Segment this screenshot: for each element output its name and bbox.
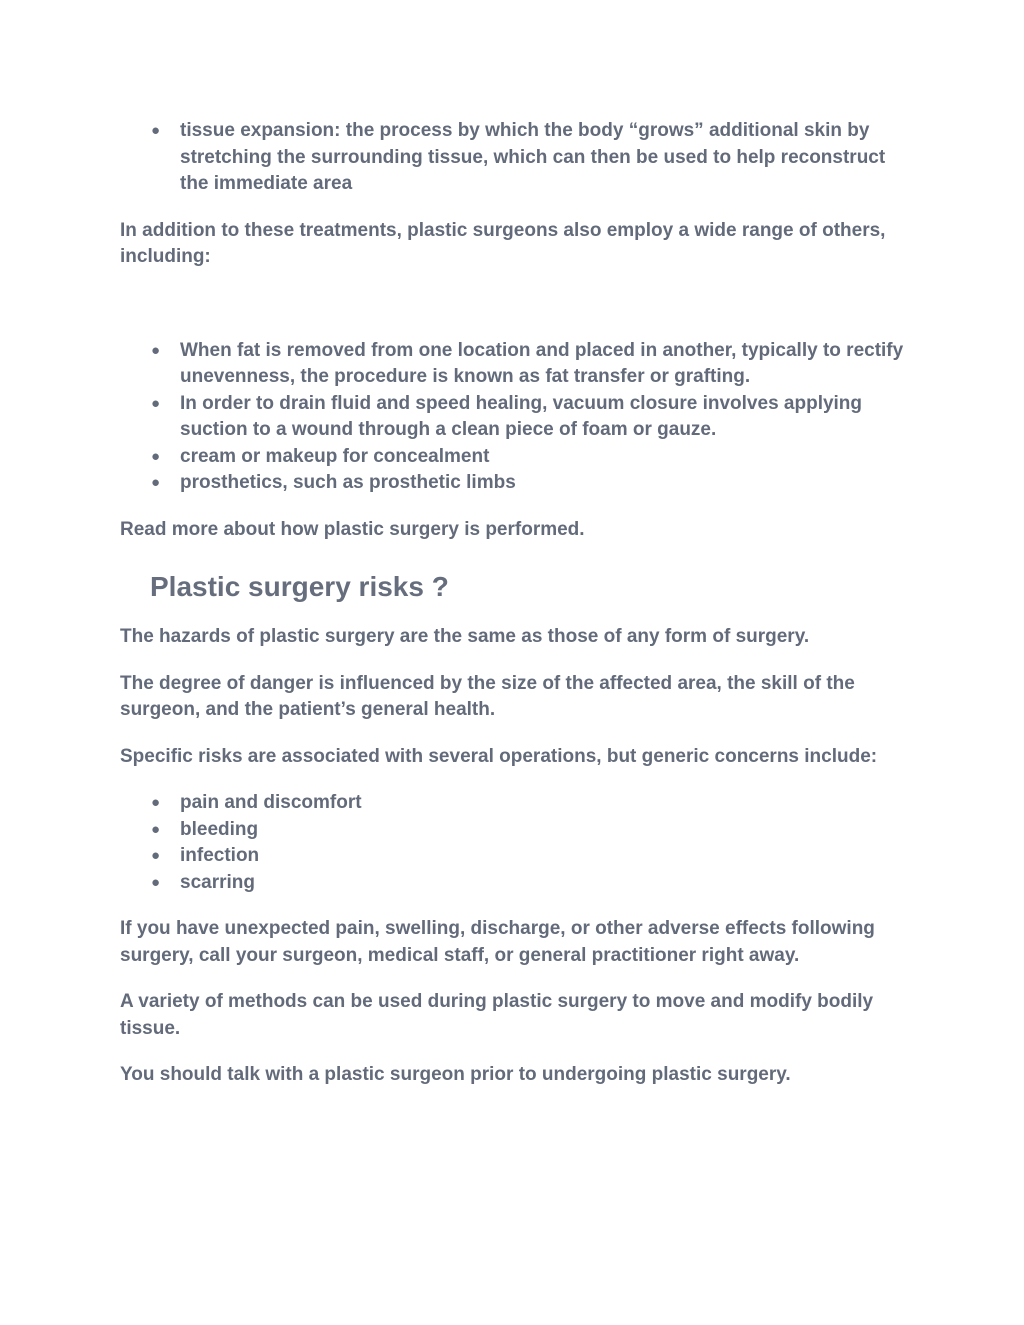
list-item [120,391,910,444]
list-item [120,338,910,391]
list-item [120,444,910,471]
list-item-text: bleeding [180,818,259,840]
bullet-icon: ● [151,474,161,491]
list-item-text: In order to drain fluid and speed healing, vacuum closure involves applying suction to a wound through a clean piece of foam or gauze. [180,392,863,440]
list-item-text: scarring [180,871,255,893]
unexpected-effects-paragraph: If you have unexpected pain, swelling, discharge, or other adverse effects following surgery, call your surgeon, medical staff, or general practitioner right away. [120,918,875,966]
bullet-icon: ● [151,447,161,465]
bullet-icon: ● [151,794,161,811]
list-item-text: cream or makeup for concealment [180,445,490,467]
read-more-paragraph: Read more about how plastic surgery is performed. [120,518,585,540]
list-item-text: prosthetics, such as prosthetic limbs [180,472,516,493]
list-item [120,470,910,497]
bullet-icon: ● [151,820,161,838]
bullet-icon: ● [151,873,161,891]
hazards-paragraph: The hazards of plastic surgery are the same as those of any form of surgery. [120,626,810,647]
list-item [120,118,910,198]
bullet-icon: ● [151,341,161,359]
treatments-list [120,338,910,497]
methods-paragraph: A variety of methods can be used during plastic surgery to move and modify bodily tissue. [120,991,874,1039]
document-page [120,118,910,1089]
specific-risks-paragraph: Specific risks are associated with several operations, but generic concerns include: [120,745,878,767]
additional-treatments-paragraph: In addition to these treatments, plastic surgeons also employ a wide range of others, including: [120,219,886,267]
list-item-text: pain and discomfort [180,792,362,813]
tissue-expansion-list [120,118,910,198]
list-item [120,817,910,844]
list-item [120,790,910,817]
list-item-text: infection [180,845,260,866]
bullet-icon: ● [151,394,161,412]
list-item-text: tissue expansion: the process by which the body “grows” additional skin by stretching the surrounding tissue, which can then be used to help reconstruct the immediate area [180,120,886,194]
list-item [120,843,910,870]
list-item [120,870,910,897]
list-item-text: When fat is removed from one location and placed in another, typically to rectify unevenness, the procedure is known as fat transfer or grafting. [180,339,904,387]
generic-risks-list [120,790,910,896]
bullet-icon: ● [151,122,161,139]
risks-heading: Plastic surgery risks ? [150,571,449,602]
bullet-icon: ● [151,847,161,864]
consult-surgeon-paragraph: You should talk with a plastic surgeon prior to undergoing plastic surgery. [120,1064,791,1085]
degree-of-danger-paragraph: The degree of danger is influenced by the size of the affected area, the skill of the surgeon, and the patient’s general health. [120,672,855,720]
